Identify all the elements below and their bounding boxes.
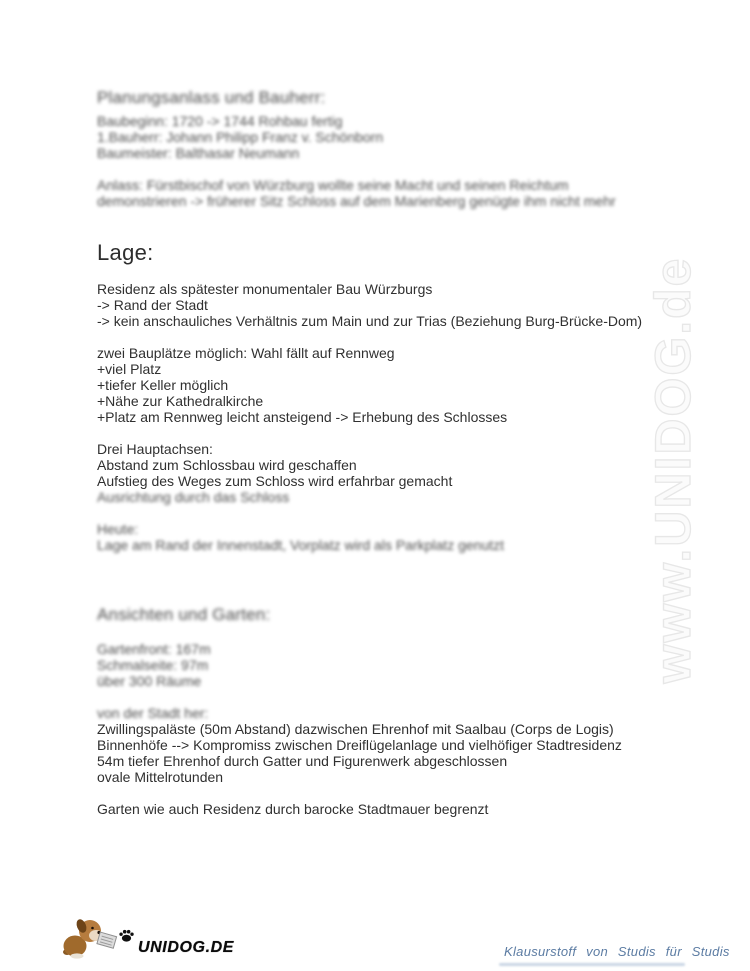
section-ansichten [97, 605, 687, 817]
section-heading: Lage: [97, 240, 154, 265]
watermark-text: www.UNIDOG.de [645, 256, 701, 684]
paragraph [97, 113, 687, 161]
unidog-logo-text: UNIDOG.DE [138, 939, 235, 956]
section-heading: Planungsanlass und Bauherr: [97, 88, 326, 107]
text-line: über 300 Räume [97, 673, 202, 689]
dog-with-newspaper-icon [60, 917, 122, 959]
text-line: Anlass: Fürstbischof von Würzburg wollte seine Macht und seinen Reichtum [97, 177, 569, 193]
paw-print-icon [119, 929, 134, 942]
text-line: Heute: [97, 521, 139, 537]
section-lage [97, 239, 687, 553]
text-line: von der Stadt her: [97, 705, 209, 721]
text-line: 1.Bauherr: Johann Philipp Franz v. Schönborn [97, 129, 384, 145]
paragraph [97, 521, 687, 553]
paragraph [97, 641, 687, 689]
footer-tagline-underline [499, 963, 685, 966]
section-planungsanlass [97, 88, 687, 209]
text-line: Abstand zum Schlossbau wird geschaffen [97, 457, 357, 473]
text-line: Drei Hauptachsen: [97, 441, 213, 457]
text-line: +tiefer Keller möglich [97, 377, 229, 393]
document-content [97, 88, 687, 833]
text-line: +Nähe zur Kathedralkirche [97, 393, 264, 409]
text-line: Schmalseite: 97m [97, 657, 209, 673]
paragraph [97, 705, 687, 785]
text-line: Aufstieg des Weges zum Schloss wird erfahrbar gemacht [97, 473, 453, 489]
text-line: demonstrieren -> früherer Sitz Schloss auf dem Marienberg genügte ihm nicht mehr [97, 193, 616, 209]
text-line: ovale Mittelrotunden [97, 769, 224, 785]
text-line: Baumeister: Balthasar Neumann [97, 145, 300, 161]
text-line: Zwillingspaläste (50m Abstand) dazwischen Ehrenhof mit Saalbau (Corps de Logis) [97, 721, 614, 737]
paragraph [97, 281, 687, 329]
text-line: -> Rand der Stadt [97, 297, 208, 313]
text-line: +Platz am Rennweg leicht ansteigend -> Erhebung des Schlosses [97, 409, 508, 425]
text-line: Lage am Rand der Innenstadt, Vorplatz wird als Parkplatz genutzt [97, 537, 505, 553]
text-line: Ausrichtung durch das Schloss [97, 489, 290, 505]
footer-tagline: Klausurstoff von Studis für Studis [504, 944, 730, 959]
text-line: +viel Platz [97, 361, 162, 377]
text-line: Residenz als spätester monumentaler Bau Würzburgs [97, 281, 433, 297]
paragraph [97, 441, 687, 505]
paragraph [97, 345, 687, 425]
paragraph [97, 801, 687, 817]
section-heading: Ansichten und Garten: [97, 605, 271, 624]
text-line: 54m tiefer Ehrenhof durch Gatter und Figurenwerk abgeschlossen [97, 753, 508, 769]
text-line: -> kein anschauliches Verhältnis zum Main und zur Trias (Beziehung Burg-Brücke-Dom) [97, 313, 643, 329]
text-line: Baubeginn: 1720 -> 1744 Rohbau fertig [97, 113, 343, 129]
text-line: Garten wie auch Residenz durch barocke Stadtmauer begrenzt [97, 801, 489, 817]
text-line: Binnenhöfe --> Kompromiss zwischen Dreiflügelanlage und vielhöfiger Stadtresidenz [97, 737, 622, 753]
text-line: Gartenfront: 167m [97, 641, 211, 657]
text-line: zwei Bauplätze möglich: Wahl fällt auf Rennweg [97, 345, 395, 361]
paragraph [97, 177, 687, 209]
